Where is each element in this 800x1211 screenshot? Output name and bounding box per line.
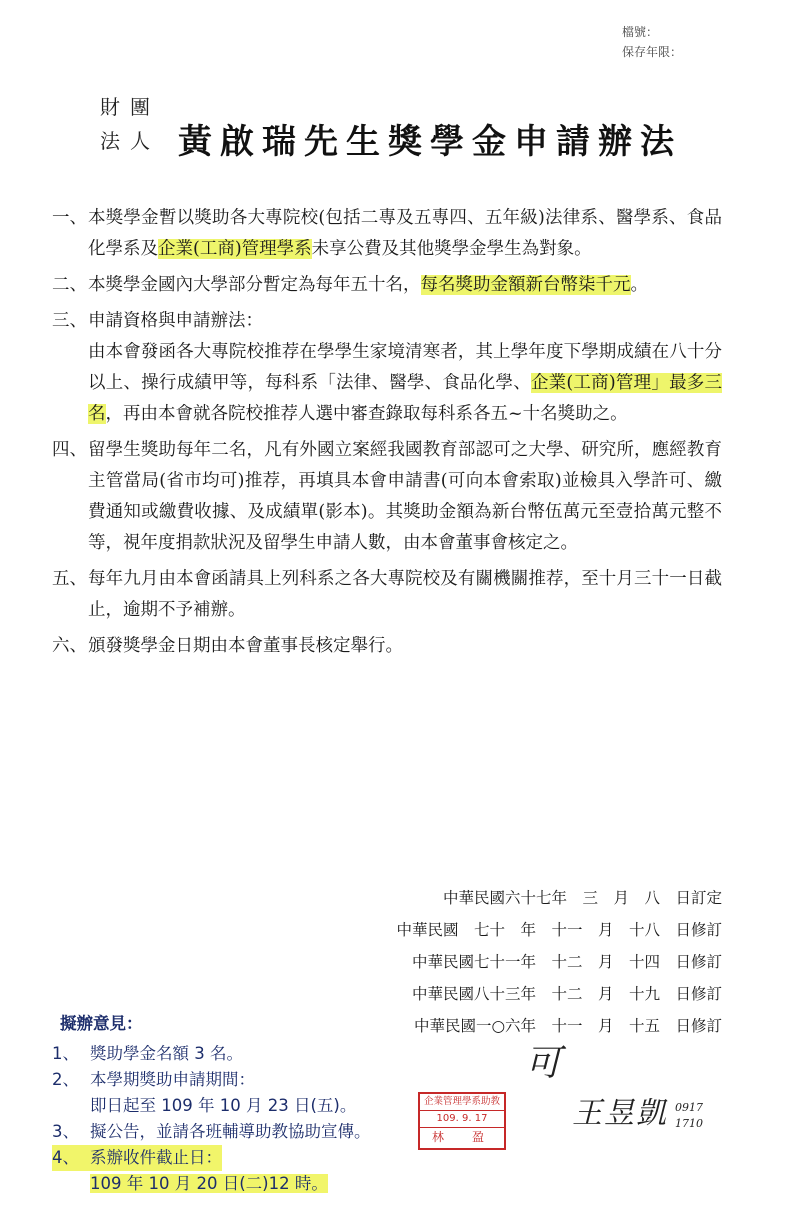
- document-title: 黃啟瑞先生獎學金申請辦法: [178, 122, 682, 162]
- article-number: 四、: [52, 440, 87, 460]
- highlighted-text: 每名獎助金額新台幣柒千元: [420, 275, 631, 295]
- article-text: [88, 306, 722, 430]
- articles: [52, 203, 722, 667]
- article-number: 三、: [52, 311, 87, 331]
- revision-date-line: 中華民國一○六年 十一 月 十五 日修訂: [413, 1017, 722, 1035]
- article-5: [52, 564, 722, 626]
- article-text: 留學生獎助每年二名，凡有外國立案經我國教育部認可之大學、研究所，應經教育主管當局(省市均可)推荐，再填具本會申請書(可向本會索取)並檢具入學許可、繳費通知或繳費收據、及成績單(影本)。其獎助金額為新台幣伍萬元至壹拾萬元整不等，視年度捐款狀況及留學生申請人數，由本會董事會核定之。: [88, 440, 722, 553]
- article-text: [88, 203, 722, 265]
- article-6: [52, 631, 722, 662]
- opinion-continuation: [52, 1171, 472, 1197]
- article-4: [52, 435, 722, 559]
- article-text-part: 未享公費及其他獎學金學生為對象。: [311, 239, 592, 259]
- revision-date-line: 中華民國七十一年 十二 月 十四 日修訂: [411, 953, 722, 971]
- opinion-text: 系辦收件截止日：: [90, 1145, 222, 1171]
- stamp-name: 林 盈: [431, 1130, 492, 1144]
- article-text: 頒發獎學金日期由本會董事長核定舉行。: [88, 636, 403, 656]
- revision-date-line: 中華民國 七十 年 十一 月 十八 日修訂: [396, 921, 722, 939]
- signature-time: 0917 1710: [675, 1101, 703, 1130]
- org-type-prefix: 財團法人: [100, 95, 160, 153]
- file-number-label: 檔號：: [622, 25, 659, 39]
- article-1: [52, 203, 722, 265]
- proposed-opinion: [52, 1011, 472, 1197]
- article-heading: 申請資格與申請辦法：: [88, 311, 263, 331]
- opinion-text: 獎助學金名額 3 名。: [90, 1044, 243, 1063]
- stamp-date: 109. 9. 17: [420, 1111, 504, 1128]
- article-number: 六、: [52, 636, 87, 656]
- opinion-item: [52, 1145, 472, 1171]
- article-text-part: 。: [630, 275, 648, 295]
- opinion-number: 1、: [52, 1044, 79, 1063]
- revision-date-line: 中華民國六十七年 三 月 八 日訂定: [442, 889, 722, 907]
- opinion-heading: 擬辦意見：: [60, 1014, 143, 1033]
- opinion-number: 3、: [52, 1122, 79, 1141]
- retention-label: 保存年限：: [622, 45, 683, 59]
- highlighted-text: 企業(工商)管理學系: [158, 239, 312, 259]
- file-meta: [622, 22, 682, 62]
- opinion-text: 本學期獎助申請期間：: [90, 1070, 255, 1089]
- highlighted-text: 企業(工商)管理」最多三名: [88, 373, 723, 424]
- article-text-part: ，再由本會就各院校推荐人選中審查錄取每科系各五~十名獎助之。: [105, 404, 628, 424]
- article-text-part: 本獎學金國內大學部分暫定為每年五十名，: [88, 275, 421, 295]
- article-number: 五、: [52, 569, 87, 589]
- opinion-item: [52, 1119, 472, 1145]
- opinion-number: 4、: [52, 1145, 90, 1171]
- received-stamp: [418, 1092, 506, 1150]
- article-number: 一、: [52, 208, 87, 228]
- article-2: [52, 270, 722, 301]
- article-text: [88, 270, 722, 301]
- article-text-part: 本獎學金暫以獎助各大專院校(包括二專及五專四、五年級)法律系、醫學系、食品化學系及: [88, 208, 722, 259]
- article-number: 二、: [52, 275, 87, 295]
- article-3: [52, 306, 722, 430]
- handwritten-signature: 王昱凱: [572, 1096, 668, 1131]
- highlighted-deadline: 109 年 10 月 20 日(二)12 時。: [90, 1174, 328, 1193]
- revision-date-line: 中華民國八十三年 十二 月 十九 日修訂: [411, 985, 722, 1003]
- opinion-item: [52, 1041, 472, 1067]
- article-text-part: 由本會發函各大專院校推荐在學學生家境清寒者，其上學年度下學期成績在八十分以上、操行成績甲等，每科系「法律、醫學、食品化學、: [88, 342, 722, 393]
- opinion-item: [52, 1067, 472, 1093]
- approval-mark: 可: [525, 1043, 562, 1084]
- article-paragraph: [88, 337, 722, 430]
- article-text: 每年九月由本會函請具上列科系之各大專院校及有關機關推荐，至十月三十一日截止，逾期不予補辦。: [88, 569, 722, 620]
- stamp-department: 企業管理學系助教: [420, 1094, 504, 1111]
- opinion-continuation: 即日起至 109 年 10 月 23 日(五)。: [90, 1096, 357, 1115]
- opinion-text: 擬公告，並請各班輔導助教協助宣傳。: [90, 1122, 371, 1141]
- opinion-number: 2、: [52, 1070, 79, 1089]
